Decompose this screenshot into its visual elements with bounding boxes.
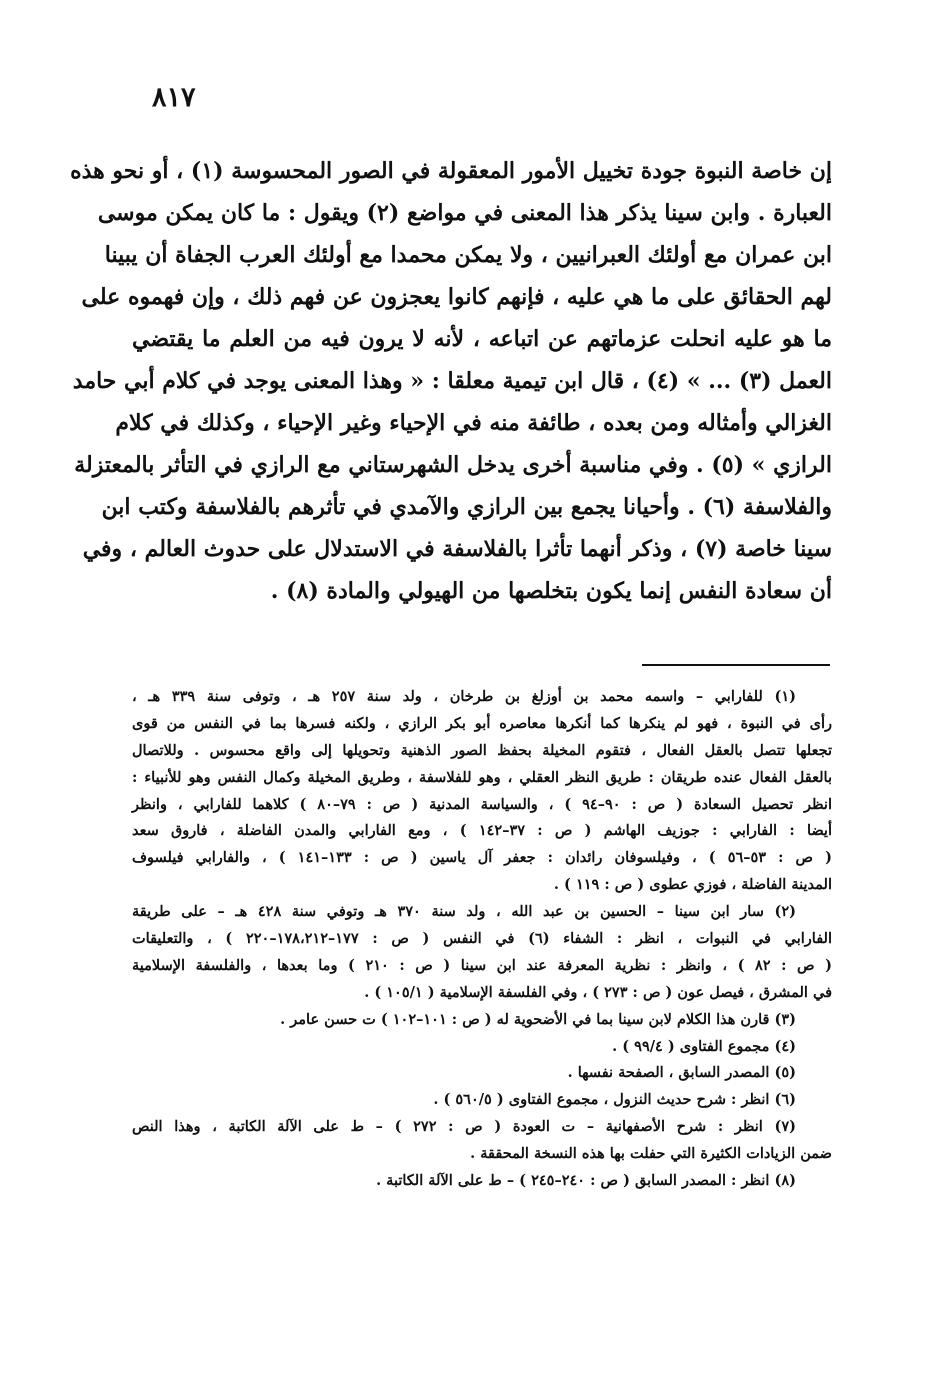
footnote-line: (٢) سار ابن سينا – الحسين بن عبد الله ، ولد سنة ٣٧٠ هـ وتوفي سنة ٤٢٨ هـ – على طريقة	[132, 903, 797, 921]
footnote-line: الفارابي في النبوات ، انظر : الشفاء (٦) في النفس ( ص : ١٧٧–١٧٨،٢١٢–٢٢٠ ) ، والتعليقات	[132, 930, 832, 948]
footnote-line: (٥) المصدر السابق ، الصفحة نفسها .	[567, 1064, 796, 1082]
main-text-line: والفلاسفة (٦) . وأحيانا يجمع بين الرازي والآمدي في تأثرهم بالفلاسفة وكتب ابن	[101, 494, 832, 520]
footnote-line: (٣) قارن هذا الكلام لابن سينا بما في الأضحوية له ( ص : ١٠١–١٠٢ ) ت حسن عامر .	[280, 1010, 796, 1028]
footnote-line: بالعقل الفعال عنده طريقان : طريق النظر العقلي ، وهو للفلاسفة ، وطريق المخيلة وكمال النفس وهو للأنبياء :	[132, 768, 832, 786]
footnote-line: (١) للفارابي – واسمه محمد بن أوزلغ بن طرخان ، ولد سنة ٢٥٧ هـ ، وتوفى سنة ٣٣٩ هـ ،	[132, 688, 796, 705]
main-text-line: إن خاصة النبوة جودة تخييل الأمور المعقولة في الصور المحسوسة (١) ، أو نحو هذه	[70, 158, 832, 184]
main-text-line: سينا خاصة (٧) ، وذكر أنهما تأثرا بالفلاسفة في الاستدلال على حدوث العالم ، وفي	[82, 536, 832, 562]
footnote-line: انظر تحصيل السعادة ( ص : ٩٠–٩٤ ) ، والسياسة المدنية ( ص : ٧٩–٨٠ ) كلاهما للفارابي ، وانظر	[132, 795, 832, 813]
footnote-line: ( ص : ٨٢ ) ، وانظر : نظرية المعرفة عند ابن سينا ( ص : ٢١٠ ) وما بعدها ، والفلسفة الإسلامية	[132, 956, 832, 974]
main-text-line: أن سعادة النفس إنما يكون بتخلصها من الهيولي والمادة (٨) .	[270, 578, 832, 604]
main-text-line: الرازي » (٥) . وفي مناسبة أخرى يدخل الشهرستاني مع الرازي في التأثر بالمعتزلة	[74, 452, 832, 478]
footnotes	[132, 684, 832, 1195]
footnote-line: المدينة الفاضلة ، فوزي عطوى ( ص : ١١٩ ) .	[553, 876, 832, 894]
footnote-line: أيضا : الفارابي : جوزيف الهاشم ( ص : ٣٧–١٤٢ ) ، ومع الفارابي والمدن الفاضلة ، فاروق سعد	[132, 822, 832, 840]
footnote-line: (٦) انظر : شرح حديث النزول ، مجموع الفتاوى ( ٥٦٠/٥ ) .	[433, 1091, 796, 1109]
main-text-line: ابن عمران مع أولئك العبرانيين ، ولا يمكن محمدا مع أولئك العرب الجفاة أن يبينا	[104, 242, 832, 268]
footnote-divider	[642, 664, 830, 666]
main-text-line: لهم الحقائق على ما هي عليه ، فإنهم كانوا يعجزون عن فهم ذلك ، وإن فهموه على	[81, 284, 832, 310]
footnote-line: ( ص : ٥٣–٥٦ ) ، وفيلسوفان رائدان : جعفر آل ياسين ( ص : ١٣٣–١٤١ ) ، والفارابي فيلسوف	[132, 849, 832, 867]
footnote-line: رأى في النبوة ، فهو لم ينكرها كما أنكرها معاصره أبو بكر الرازي ، ولكنه فسرها بما في النفس من قوى	[132, 714, 832, 732]
main-text-line: ما هو عليه انحلت عزماتهم عن اتباعه ، لأنه لا يرون فيه من العلم ما يقتضي	[132, 326, 832, 352]
footnote-line: (٤) مجموع الفتاوى ( ٩٩/٤ ) .	[612, 1037, 796, 1055]
footnote-line: في المشرق ، فيصل عون ( ص : ٢٧٣ ) ، وفي الفلسفة الإسلامية ( ١٠٥/١ ) .	[364, 983, 832, 1001]
page-number: ٨١٧	[152, 82, 196, 113]
main-text-line: العمل (٣) ... » (٤) ، قال ابن تيمية معلقا : « وهذا المعنى يوجد في كلام أبي حامد	[72, 368, 832, 394]
main-text-line: الغزالي وأمثاله ومن بعده ، طائفة منه في الإحياء وغير الإحياء ، وكذلك في كلام	[115, 410, 832, 436]
main-text-line: العبارة . وابن سينا يذكر هذا المعنى في مواضع (٢) ويقول : ما كان يمكن موسى	[97, 200, 832, 226]
footnote-line: ضمن الزيادات الكثيرة التي حفلت بها هذه النسخة المحققة .	[470, 1145, 832, 1163]
footnote-line: تجعلها تتصل بالعقل الفعال ، فتقوم المخيلة بحفظ الصور الذهنية وتحويلها إلى واقع محسوس . وللاتصال	[132, 741, 832, 759]
footnote-line: (٨) انظر : المصدر السابق ( ص : ٢٤٠–٢٤٥ ) – ط على الآلة الكاتبة .	[376, 1172, 796, 1190]
main-text	[70, 150, 832, 612]
footnote-line: (٧) انظر : شرح الأصفهانية – ت العودة ( ص : ٢٧٢ ) – ط على الآلة الكاتبة ، وهذا النص	[132, 1118, 796, 1136]
